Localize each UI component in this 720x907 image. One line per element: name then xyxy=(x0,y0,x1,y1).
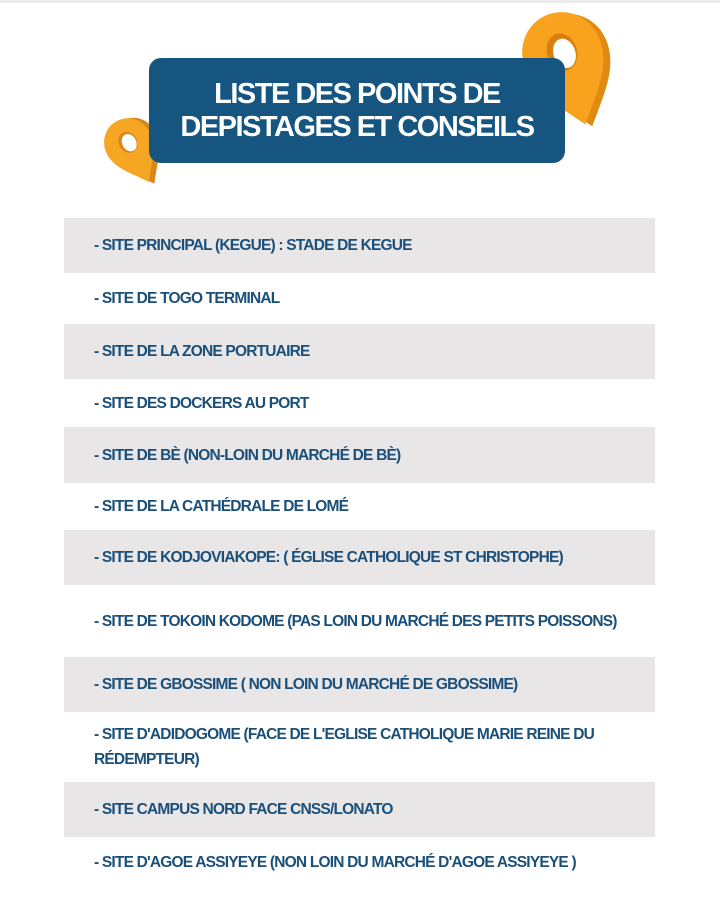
list-item xyxy=(64,427,655,483)
list-item xyxy=(64,324,655,379)
site-label: - SITE D'ADIDOGOME (FACE DE L'EGLISE CATHOLIQUE MARIE REINE DU RÉDEMPTEUR) xyxy=(94,726,595,768)
site-label: - SITE D'AGOE ASSIYEYE (NON LOIN DU MARCHÉ D'AGOE ASSIYEYE ) xyxy=(94,853,576,871)
list-item xyxy=(64,712,655,782)
list-item xyxy=(64,483,655,530)
site-label: - SITE DE LA CATHÉDRALE DE LOMÉ xyxy=(94,498,349,515)
list-item xyxy=(64,273,655,324)
list-item xyxy=(64,218,655,273)
page-title xyxy=(149,58,565,163)
site-label: - SITE PRINCIPAL (KEGUE) : STADE DE KEGUE xyxy=(94,237,412,254)
list-item xyxy=(64,782,655,837)
list-item xyxy=(64,379,655,427)
sites-list xyxy=(64,218,655,887)
site-label: - SITE DE KODJOVIAKOPE: ( ÉGLISE CATHOLIQUE ST CHRISTOPHE) xyxy=(94,549,563,566)
site-label: - SITE DE GBOSSIME ( NON LOIN DU MARCHÉ DE GBOSSIME) xyxy=(94,676,518,693)
list-item xyxy=(64,837,655,887)
site-label: - SITE DE LA ZONE PORTUAIRE xyxy=(94,343,310,360)
site-label: - SITE DE BÈ (NON-LOIN DU MARCHÉ DE BÈ) xyxy=(94,446,401,464)
site-label: - SITE DES DOCKERS AU PORT xyxy=(94,394,309,412)
list-item xyxy=(64,657,655,712)
site-label: - SITE CAMPUS NORD FACE CNSS/LONATO xyxy=(94,801,393,818)
list-item xyxy=(64,585,655,657)
site-label: - SITE DE TOGO TERMINAL xyxy=(94,290,280,307)
title-line-2: DEPISTAGES ET CONSEILS xyxy=(180,110,534,143)
title-line-1: LISTE DES POINTS DE xyxy=(214,77,500,110)
site-label: - SITE DE TOKOIN KODOME (PAS LOIN DU MARCHÉ DES PETITS POISSONS) xyxy=(94,612,617,630)
list-item xyxy=(64,530,655,585)
